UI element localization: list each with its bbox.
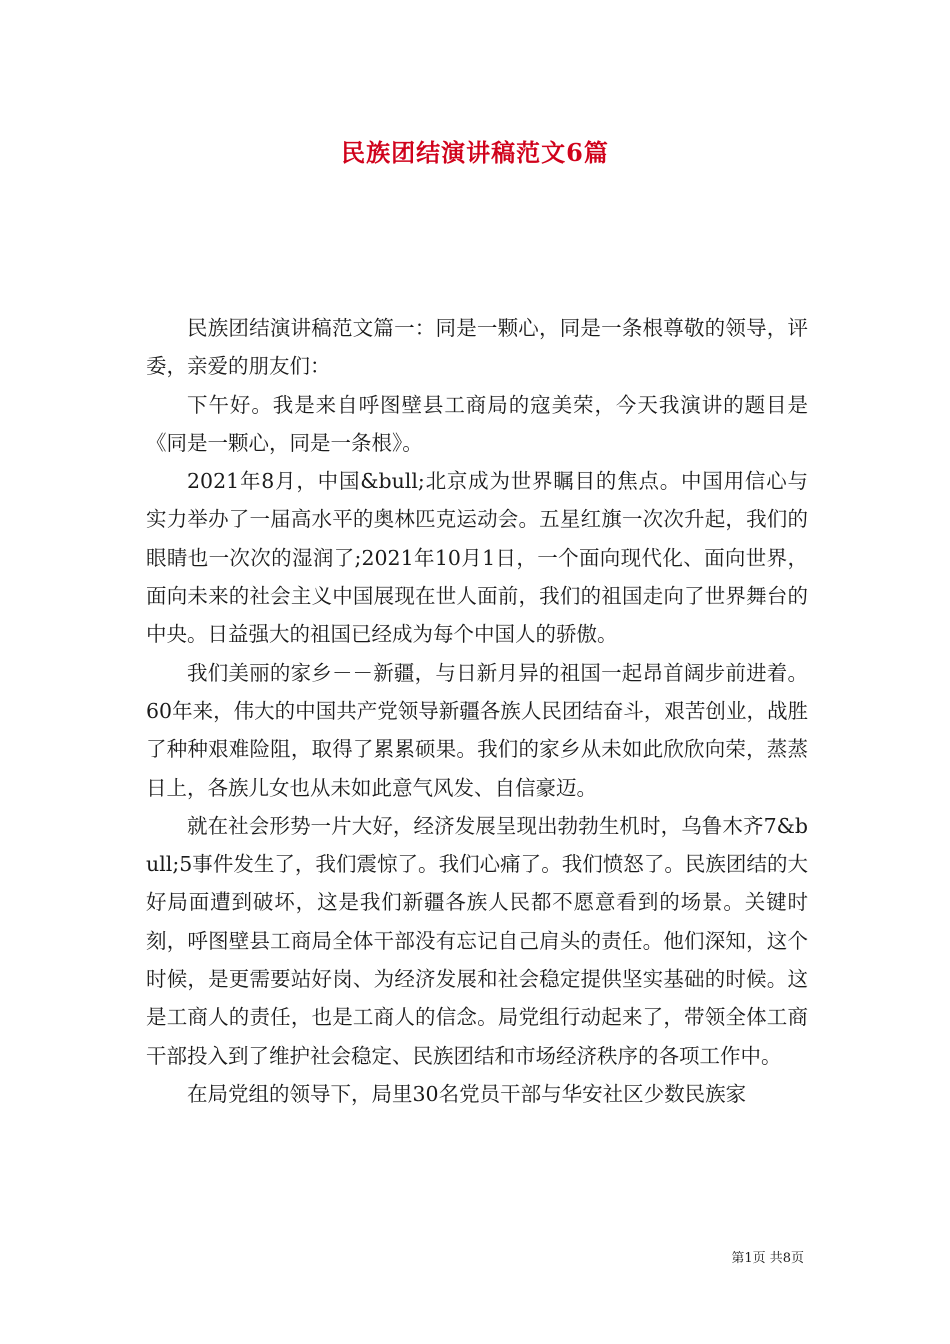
paragraph: 2021年8月，中国&bull;北京成为世界瞩目的焦点。中国用信心与实力举办了一届高水平的奥林匹克运动会。五星红旗一次次升起，我们的眼睛也一次次的湿润了;2021年10月1日，一个面向现代化、面向世界，面向未来的社会主义中国展现在世人面前，我们的祖国走向了世界舞台的中央。日益强大的祖国已经成为每个中国人的骄傲。 — [146, 469, 808, 647]
paragraph: 在局党组的领导下，局里30名党员干部与华安社区少数民族家 — [187, 1081, 747, 1106]
paragraph: 民族团结演讲稿范文篇一：同是一颗心，同是一条根尊敬的领导，评委，亲爱的朋友们： — [146, 316, 808, 379]
paragraph: 下午好。我是来自呼图壁县工商局的寇美荣，今天我演讲的题目是《同是一颗心，同是一条根》。 — [146, 392, 808, 455]
page-number-footer: 第1页 共8页 — [731, 1251, 804, 1266]
page-title: 民族团结演讲稿范文6篇 — [341, 138, 609, 167]
paragraph: 我们美丽的家乡－－新疆，与日新月异的祖国一起昂首阔步前进着。60年来，伟大的中国共产党领导新疆各族人民团结奋斗，艰苦创业，战胜了种种艰难险阻，取得了累累硕果。我们的家乡从未如此欣欣向荣，蒸蒸日上，各族儿女也从未如此意气风发、自信豪迈。 — [146, 660, 808, 800]
paragraph: 就在社会形势一片大好，经济发展呈现出勃勃生机时，乌鲁木齐7&bull;5事件发生了，我们震惊了。我们心痛了。我们愤怒了。民族团结的大好局面遭到破坏，这是我们新疆各族人民都不愿意看到的场景。关键时刻，呼图壁县工商局全体干部没有忘记自己肩头的责任。他们深知，这个时候，是更需要站好岗、为经济发展和社会稳定提供坚实基础的时候。这是工商人的责任，也是工商人的信念。局党组行动起来了，带领全体工商干部投入到了维护社会稳定、民族团结和市场经济秩序的各项工作中。 — [146, 813, 808, 1068]
document-body — [146, 309, 808, 1113]
